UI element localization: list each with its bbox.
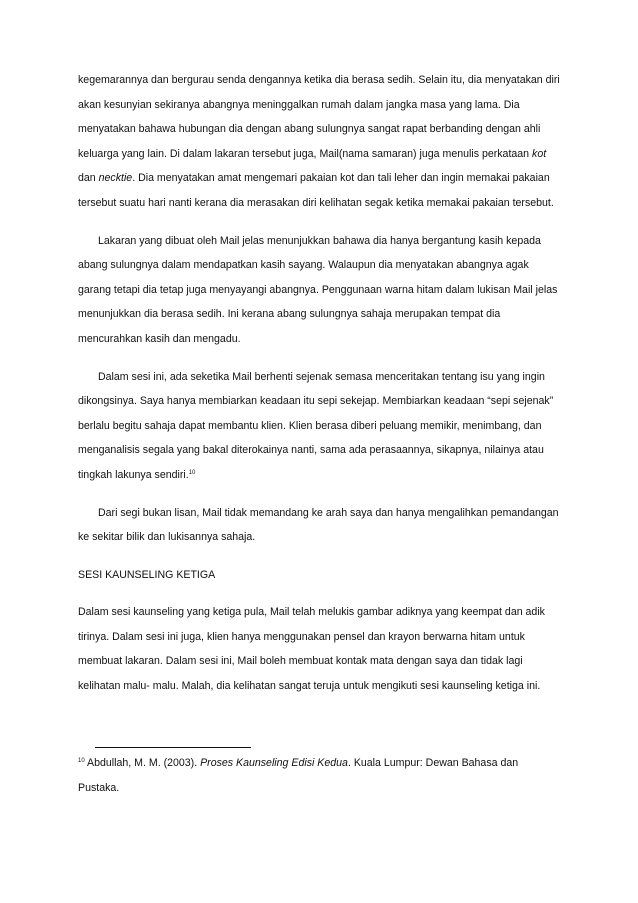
section-heading: SESI KAUNSELING KETIGA — [78, 568, 216, 581]
paragraph-1-text-b: dan — [78, 172, 99, 185]
footnote-number: 10 — [78, 758, 85, 764]
footnote — [78, 751, 560, 800]
paragraph-4: Dari segi bukan lisan, Mail tidak memandang ke arah saya dan hanya mengalihkan pemandangan ke sekitar bilik dan lukisannya sahaja. — [78, 506, 559, 544]
paragraph-1-italic-necktie: necktie — [98, 172, 133, 185]
footnote-divider — [95, 747, 251, 748]
footnote-reference: 10 — [188, 469, 196, 476]
paragraph-3 — [78, 365, 560, 488]
footnote-text-b: . Kuala Lumpur: Dewan Bahasa dan Pustaka. — [78, 757, 519, 794]
paragraph-5: Dalam sesi kaunseling yang ketiga pula, Mail telah melukis gambar adiknya yang keempat dan adik tirinya. Dalam sesi ini juga, klien hanya menggunakan pensel dan krayon berwarna hitam untuk membuat lakaran. Dalam sesi ini, Mail boleh membuat kontak mata dengan saya dan tidak lagi kelihatan malu- malu. Malah, dia kelihatan sangat teruja untuk mengikuti sesi kaunseling ketiga ini. — [78, 606, 545, 693]
footnote-book-title: Proses Kaunseling Edisi Kedua — [200, 757, 348, 769]
body-text — [78, 68, 560, 712]
paragraph-1-italic-kot: kot — [532, 147, 547, 160]
paragraph-2: Lakaran yang dibuat oleh Mail jelas menunjukkan bahawa dia hanya bergantung kasih kepada abang sulungnya dalam mendapatkan kasih sayang. Walaupun dia menyatakan abangnya agak garang tetapi dia tetap juga menyayangi abangnya. Penggunaan warna hitam dalam lukisan Mail jelas menunjukkan dia berasa sedih. Ini kerana abang sulungnya sahaja merupakan tempat dia mencurahkan kasih dan mengadu. — [78, 234, 558, 345]
footnote-text-a: Abdullah, M. M. (2003). — [84, 757, 201, 769]
paragraph-1-text-a: kegemarannya dan bergurau senda dengannya ketika dia berasa sedih. Selain itu, dia menyatakan diri akan kesunyian sekiranya abangnya meninggalkan rumah dalam jangka masa yang lama. Dia menyatakan bahawa hubungan dia dengan abang sulungnya sangat rapat berbanding dengan ahli keluarga yang lain. Di dalam lakaran tersebut juga, Mail(nama samaran) juga menulis perkataan — [78, 74, 560, 160]
paragraph-1 — [78, 68, 560, 216]
paragraph-3-text: Dalam sesi ini, ada seketika Mail berhenti sejenak semasa menceritakan tentang isu yang ingin dikongsinya. Saya hanya membiarkan keadaan itu sepi sekejap. Membiarkan keadaan “sepi sejenak” berlalu begitu sahaja dapat membantu klien. Klien berasa diberi peluang memikir, menimbang, dan menganalisis segala yang bakal diterokainya nanti, sama ada perasaannya, sikapnya, nilainya atau tingkah lakunya sendiri. — [78, 370, 554, 481]
paragraph-1-text-c: . Dia menyatakan amat mengemari pakaian kot dan tali leher dan ingin memakai pakaian tersebut suatu hari nanti kerana dia merasakan diri kelihatan segak ketika memakai pakaian tersebut. — [78, 172, 554, 209]
